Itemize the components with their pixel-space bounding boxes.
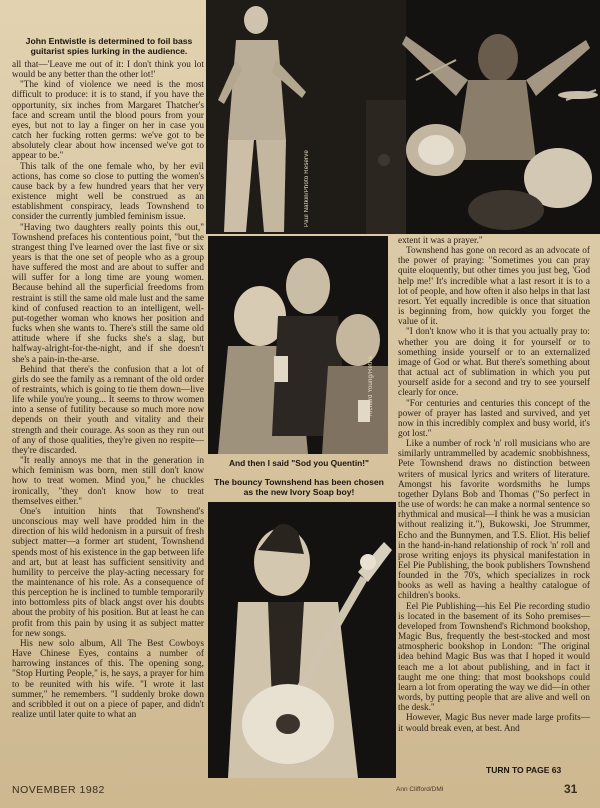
issue-date: NOVEMBER 1982 — [12, 784, 105, 796]
group-photo-caption: And then I said "Sod you Quentin!" — [228, 458, 370, 468]
townshend-photo-caption: The bouncy Townshend has been chosen as the new Ivory Soap boy! — [214, 477, 384, 497]
right-paragraph: Like a number of rock 'n' roll musicians who are similarly untrammelled by academic snobbishness, Pete Townshend draws no distinction between writers of musical lyrics and writers of literature. Amongst his favorite wordsmiths he lumps together Dylans Bob and Thomas ("So perfect in the use of words: he can make a normal sentence so rhythmical and musical—I think he was a musician without realizing it."), Bukowski, Joe Strummer, Echo and the Bunnymen, and T.S. Eliot. His belief in the hand-in-hand relationship of rock 'n' roll and prose writing enjoys its physical manifestation in Eel Pie Publishing, the book publishers Townshend founded in the 70's, which specializes in rock books as well as having a healthy catalogue of children's books. — [398, 439, 590, 602]
right-paragraph: extent it was a prayer." — [398, 236, 483, 246]
article-column-right — [398, 236, 590, 766]
guitarist-photo — [208, 502, 396, 778]
left-paragraph: "It really annoys me that in the generation in which feminism was born, men still don't know how to treat women. Mind you," he chuckles ironically, "they don't know how to treat themselves either." — [12, 456, 204, 507]
right-paragraph: "I don't know who it is that you actually pray to: whether you are doing it for yourself or to something inside yourself or to an externalized image of God or what. But there's something about that actual act of sublimation in which you put yourself aside for a second and try to see yourself clearly for once. — [398, 327, 590, 399]
photo-credit-bottom: Ann Clifford/DMI — [396, 786, 444, 793]
group-photo-image — [208, 236, 388, 454]
concert-photo-image — [206, 0, 600, 234]
right-paragraph: However, Magic Bus never made large profits—it would break even, at best. And — [398, 713, 590, 734]
top-photo-caption: John Entwistle is determined to foil bass guitarist spies lurking in the audience. — [25, 36, 193, 56]
right-paragraph: Eel Pie Publishing—his Eel Pie recording studio is located in the basement of its Soho premises—developed from Townshend's Richmond bookshop, Magic Bus, frequently the best-stocked and most atmospheric bookshop in London: "The original idea behind Magic Bus was that I hoped it would teach me a lot about publishing, and in fact it taught me one thing: that most bookshops could learn a lot from operating the way we did—in other words, by putting people that are alive and well on the desk." — [398, 601, 590, 714]
left-paragraph: This talk of the one female who, by her evil actions, has come so close to putting the women's cause back by a few hundred years that her very existence might well be construed as an establishment conspiracy, leads Townshend to consider the currently jumbled feminism issue. — [12, 161, 204, 223]
left-paragraph: Behind that there's the confusion that a lot of girls do see the family as a remnant of the old order of restraints, which is going to tie them down—live life while you're young... It seems to throw women into a sense of futility because so much more now depends on their youth and vitality and their strength and their courage. As soon as they run out of any of those qualities, they're given no respite—they're discarded. — [12, 364, 204, 456]
photo-credit-top: Paul Natkin/Photo Reserve — [304, 150, 310, 228]
group-photo — [208, 236, 388, 454]
left-paragraph: "The kind of violence we need is the most difficult to produce: it is to stand, if you have the opportunity, six inches from Margaret Thatcher's face and scream until the blood pours from your eyes, but not to lay a finger on her in case you catch her fucking rotten germs: we've got to be absolutely clear about how incensed we've got to appear to be." — [12, 80, 204, 162]
right-paragraph: "For centuries and centuries this concept of the power of prayer has lasted and survived, and yet now in this incredibly complex and busy world, it's got lost." — [398, 398, 590, 439]
left-paragraph: His new solo album, All The Best Cowboys Have Chinese Eyes, contains a number of harrowing instances of this. The opening song, "Stop Hurting People," is, he says, a prayer for him to be reunited with his wife. "I wrote it last summer," he remembers. "I suddenly broke down and scribbled it out on a piece of paper, and didn't realize until later quite to what an — [12, 638, 204, 720]
concert-photo — [206, 0, 600, 234]
photo-credit-middle: Richard Young/Retna — [368, 356, 374, 417]
right-paragraph: Townshend has gone on record as an advocate of the power of praying: "Sometimes you can pray quite eloquently, but other times you just beg, 'God help me!' It's incredible what a last resort it is to a lot of people, and how often it also helps in that last resort. Yet equally incredible is once that situation is beginning from, how quickly you forget the value of it. — [398, 246, 590, 328]
left-paragraph: all that—'Leave me out of it: I don't think you lot would be any better than the other lot!' — [12, 60, 204, 81]
article-column-left — [12, 60, 204, 772]
left-paragraph: One's intuition hints that Townshend's unconscious may well have prodded him in the direction of his wild hedonism in a pursuit of fresh subject matter—a former art student, Townshend spends most of his existence in the gap between life and art, but at least has sufficient sensitivity and humility to perceive the play-acting necessary for the maintenance of his role. As a consequence of this perception he is inclined to tumble temporarily into bottomless pits of black angst over his doubts about the probity of his position. But at least he can profit from this pain by using it as subject matter for new songs. — [12, 506, 204, 639]
left-paragraph: "Having two daughters really points this out," Townshend prefaces his contentious point, "but the strangest thing I've learned over the last five or six years is that the one set of people who as a group have suffered the most and are about to suffer and will suffer for a long time are young women. Because behind all the superficial freedoms from restraint is still the same old male lust and the same kind of confused reaction to an intelligent, well-put-together woman who knows her position and fucks when she wants to. There's still the same old attitude where if she fucks she's a slag, but halfway-alright-for-the-night, and if she doesn't she's a pain-in-the-arse. — [12, 222, 204, 365]
page-number: 31 — [564, 782, 578, 796]
guitarist-photo-image — [208, 502, 396, 778]
turn-to-page-link[interactable]: TURN TO PAGE 63 — [486, 765, 562, 775]
